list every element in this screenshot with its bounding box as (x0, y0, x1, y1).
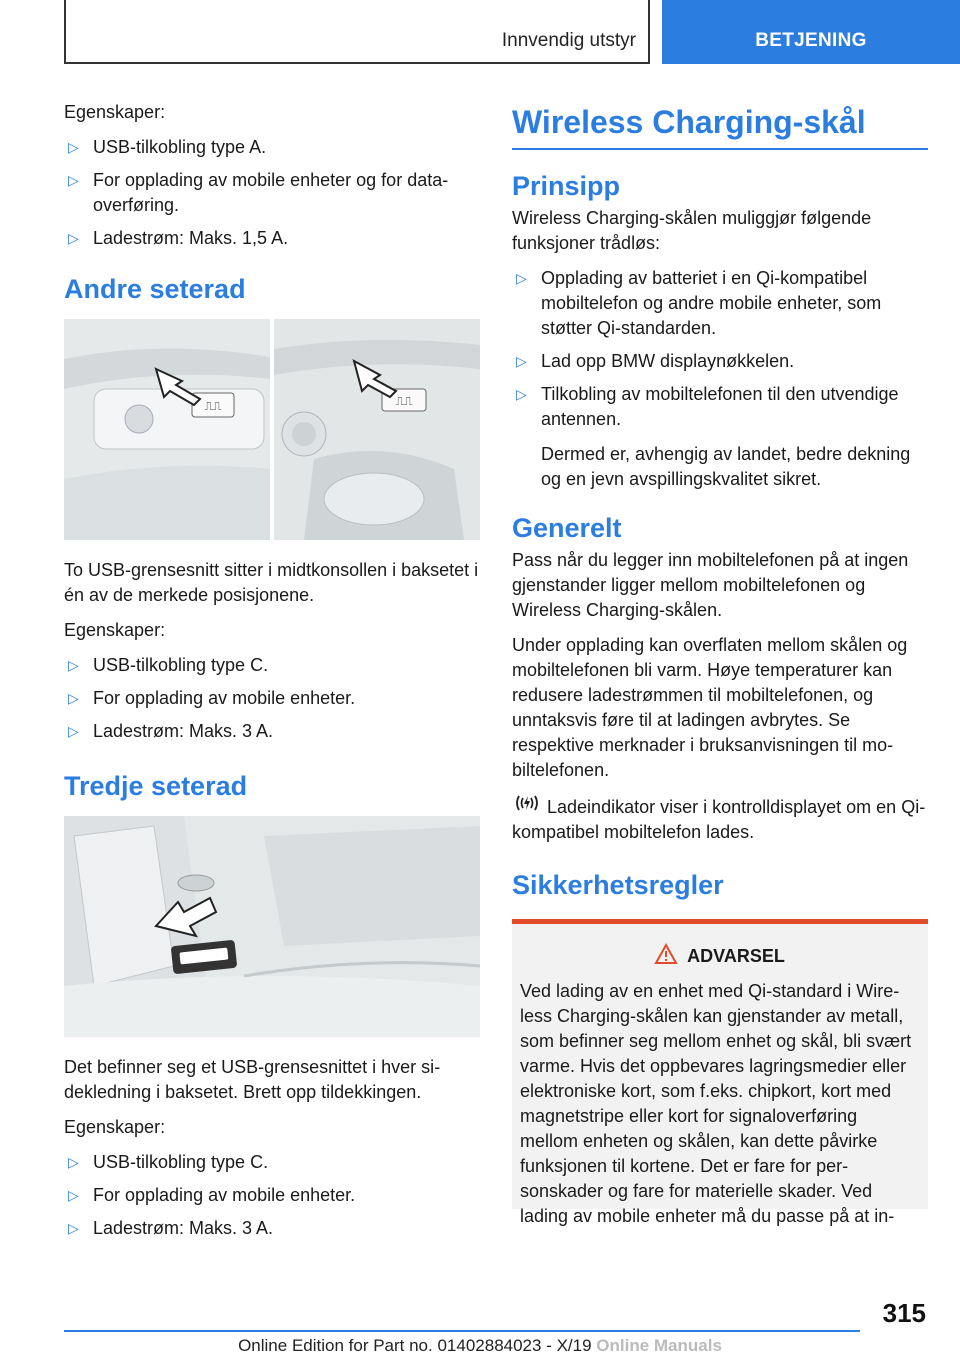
triangle-right-icon: ▷ (516, 270, 527, 286)
triangle-right-icon: ▷ (68, 230, 79, 246)
triangle-right-icon: ▷ (68, 657, 79, 673)
page-title: Wireless Charging-skål (512, 100, 928, 150)
second-row-usb-illustration (64, 319, 480, 540)
triangle-right-icon: ▷ (68, 172, 79, 188)
list-item: ▷ Ladestrøm: Maks. 3 A. (64, 719, 480, 744)
principle-continuation: Dermed er, avhengig av landet, bedre dekning og en jevn avspillingskvalitet sikret. (541, 444, 911, 489)
warning-box (512, 919, 928, 1226)
list-item: ▷ Ladestrøm: Maks. 3 A. (64, 1216, 480, 1241)
features-label: Egenskaper: (64, 102, 166, 122)
list-item: ▷ USB-tilkobling type C. (64, 1150, 480, 1175)
svg-text:⎍⎍: ⎍⎍ (395, 394, 413, 408)
triangle-right-icon: ▷ (68, 139, 79, 155)
triangle-right-icon: ▷ (68, 1187, 79, 1203)
footer-divider (64, 1330, 860, 1332)
section-heading-general: Generelt (512, 513, 622, 543)
edition-text: Online Edition for Part no. 01402884023 - X/19 (238, 1336, 592, 1355)
section-heading-principle: Prinsipp (512, 171, 621, 201)
triangle-right-icon: ▷ (516, 353, 527, 369)
features-list (64, 135, 480, 251)
list-item: ▷ For opplading av mobile enheter. (64, 686, 480, 711)
features-label: Egenskaper: (64, 620, 166, 640)
section-heading-safety: Sikkerhetsregler (512, 870, 724, 900)
section-heading-third-row: Tredje seterad (64, 771, 248, 801)
left-column (64, 100, 480, 1251)
list-item: ▷ Tilkobling av mobiltelefonen til den utvendige antennen. (516, 384, 899, 429)
features-list (64, 1150, 480, 1241)
right-column (512, 100, 928, 1226)
page-number: 315 (882, 1298, 926, 1328)
principle-text: Wireless Charging-skålen muliggjør følgende funksjoner trådløs: (512, 208, 872, 253)
list-item: ▷ USB-tilkobling type C. (64, 653, 480, 678)
principle-list (512, 266, 928, 432)
wireless-charging-icon (512, 793, 542, 820)
triangle-right-icon: ▷ (68, 690, 79, 706)
section-title: Innvendig utstyr (501, 30, 636, 51)
warning-title: ADVARSEL (520, 944, 920, 969)
triangle-right-icon: ▷ (516, 386, 527, 402)
svg-text:⎍⎍: ⎍⎍ (204, 399, 222, 413)
warning-text: Ved lading av en enhet med Qi-standard i Wireless Charging-skålen kan gjenstander av metall, som befinner seg mellom enhet og skål, bli svært varme. Hvis det oppbevares lagringsmedier eller elektroniske kort, som f.eks. chipkort, kort med magnetstripe eller kort for signaloverføring mellom enheten og skålen, kan dette påvirke funksjonen til kortene. Det er fare for personskader og fare for materielle skader. Ved lading av mobile enheter må du passe på at in- (520, 981, 912, 1226)
triangle-right-icon: ▷ (68, 1154, 79, 1170)
edition-line (0, 1336, 960, 1356)
third-row-description: Det befinner seg et USB-grensesnittet i hver sidekledning i baksetet. Brett opp tildekkingen. (64, 1057, 441, 1102)
warning-triangle-icon (655, 944, 677, 969)
list-item: ▷ Lad opp BMW displaynøkkelen. (512, 349, 928, 374)
triangle-right-icon: ▷ (68, 723, 79, 739)
general-paragraph: Ladeindikator viser i kontrolldisplayet om en Qi-kompatibel mobiltelefon lades. (512, 793, 928, 845)
watermark-logo: Online Manuals (596, 1336, 722, 1355)
third-row-usb-illustration (64, 816, 480, 1037)
general-paragraph: Under opplading kan overflaten mellom skålen og mobiltelefonen bli varm. Høye temperaturer kan redusere ladestrømmen til mobiltelefonen, og unntaksvis føre til at ladingen avbrytes. Se respektive merknader i bruksanvisningen til mobiltelefonen. (512, 635, 908, 780)
second-row-description: To USB-grensesnitt sitter i midtkonsollen i baksetet i én av de merkede posisjonene. (64, 560, 479, 605)
section-heading-second-row: Andre seterad (64, 274, 246, 304)
triangle-right-icon: ▷ (68, 1220, 79, 1236)
list-item: ▷ Ladestrøm: Maks. 1,5 A. (64, 226, 480, 251)
features-list (64, 653, 480, 744)
list-item: ▷ For opplading av mobile enheter og for dataoverføring. (68, 170, 449, 215)
general-paragraph: Pass når du legger inn mobiltelefonen på at ingen gjenstander ligger mellom mobiltelefonen og Wireless Charging-skålen. (512, 550, 909, 620)
list-item: ▷ Opplading av batteriet i en Qi-kompatibel mobiltelefon og andre mobile enheter, som støtter Qi-standarden. (516, 268, 882, 338)
features-label: Egenskaper: (64, 1117, 166, 1137)
chapter-tab[interactable]: BETJENING (662, 0, 960, 64)
list-item: ▷ USB-tilkobling type A. (64, 135, 480, 160)
list-item: ▷ For opplading av mobile enheter. (64, 1183, 480, 1208)
